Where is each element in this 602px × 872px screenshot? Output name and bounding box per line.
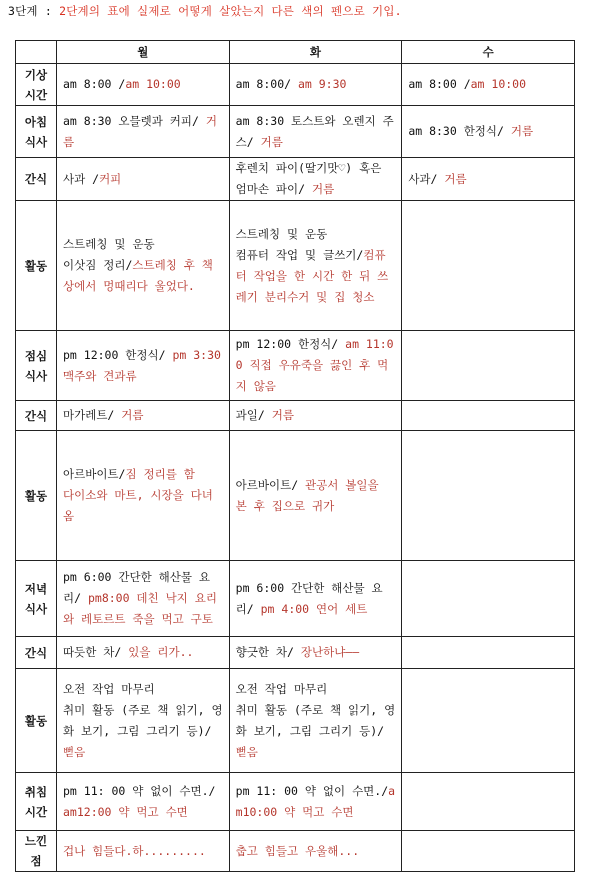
- actual-text: am10:00 약 먹고 수면: [235, 783, 396, 819]
- table-cell: [229, 158, 402, 201]
- row-label: 저녁 식사: [16, 561, 57, 637]
- plan-text: pm 6:00 간단한 해산물 요리/: [63, 570, 210, 605]
- plan-text: pm 11: 00 약 없이 수면./: [235, 783, 389, 798]
- row-label: 활동: [16, 431, 57, 561]
- plan-text: am 8:00 /: [408, 77, 471, 91]
- table-cell: [402, 831, 575, 872]
- plan-text: 따듯한 차/: [63, 645, 122, 659]
- table-cell: [57, 561, 230, 637]
- actual-text: 거름: [264, 408, 294, 422]
- header-tue: 화: [229, 41, 402, 64]
- actual-text: am 10:00: [470, 77, 527, 91]
- plan-text: 사과 /: [63, 171, 100, 186]
- actual-text: 거름: [305, 182, 335, 196]
- row-label: 간식: [16, 637, 57, 669]
- table-row: [16, 64, 575, 106]
- row-label: 간식: [16, 158, 57, 201]
- table-row: [16, 831, 575, 872]
- table-row: [16, 106, 575, 158]
- actual-text: 거름: [114, 408, 144, 422]
- actual-text: 스트레칭 후 책상에서 멍때리다 울었다.: [63, 258, 213, 293]
- plan-text: 아르바이트/: [63, 467, 126, 481]
- row-label: 아침 식사: [16, 106, 57, 158]
- table-cell: [229, 773, 402, 831]
- table-cell: [229, 331, 402, 401]
- row-label: 느낀 점: [16, 831, 57, 872]
- actual-text: 거름: [253, 134, 283, 149]
- schedule-table: [15, 40, 575, 872]
- row-label: 취침 시간: [16, 773, 57, 831]
- table-row: [16, 158, 575, 201]
- actual-text: 춥고 힘들고 우울해...: [235, 843, 360, 858]
- row-label: 간식: [16, 401, 57, 431]
- actual-text: 컴퓨터 작업을 한 시간 한 뒤 쓰레기 분리수거 및 집 청소: [235, 247, 389, 304]
- header-row: [16, 41, 575, 64]
- table-cell: [402, 158, 575, 201]
- plan-text: 과일/: [235, 408, 265, 422]
- plan-text: am 8:30 한정식/: [408, 124, 504, 138]
- plan-text: 사과/: [408, 171, 438, 186]
- row-label: 점심 식사: [16, 331, 57, 401]
- table-cell: [229, 106, 402, 158]
- header-mon: 월: [57, 41, 230, 64]
- actual-text: am12:00 약 먹고 수면: [63, 804, 188, 819]
- actual-text: 거름: [63, 113, 217, 149]
- actual-text: 장난하냐——: [293, 645, 360, 659]
- plan-text: 오전 작업 마무리 취미 활동 (주로 책 읽기, 영화 보기, 그림 그리기 등)/: [63, 681, 223, 738]
- plan-text: pm 11: 00 약 없이 수면./: [63, 783, 216, 798]
- table-cell: [57, 431, 230, 561]
- table-cell: [57, 401, 230, 431]
- plan-text: 마가레트/: [63, 408, 115, 422]
- table-cell: [229, 637, 402, 669]
- table-row: [16, 637, 575, 669]
- actual-text: am 9:30: [291, 77, 347, 91]
- actual-text: am 10:00: [125, 77, 181, 91]
- plan-text: pm 12:00 한정식/: [63, 347, 166, 362]
- schedule-body: [16, 64, 575, 872]
- table-cell: [57, 831, 230, 872]
- actual-text: 거름: [503, 124, 534, 138]
- table-cell: [402, 669, 575, 773]
- row-label: 활동: [16, 201, 57, 331]
- table-cell: [402, 773, 575, 831]
- actual-text: pm8:00 데친 낙지 요리와 레토르트 죽을 먹고 구토: [63, 591, 217, 626]
- table-cell: [402, 331, 575, 401]
- table-row: [16, 669, 575, 773]
- table-cell: [57, 669, 230, 773]
- plan-text: 스트레칭 및 운동 컴퓨터 작업 및 글쓰기/: [235, 226, 364, 262]
- table-cell: [402, 201, 575, 331]
- table-cell: [229, 64, 402, 106]
- table-cell: [229, 669, 402, 773]
- plan-text: am 8:00/: [235, 77, 292, 91]
- instruction-prefix: 3단계 :: [8, 4, 60, 18]
- table-row: [16, 201, 575, 331]
- actual-text: 겁나 힘들다.하.........: [63, 843, 206, 858]
- plan-text: am 8:00 /: [63, 77, 126, 91]
- table-cell: [402, 106, 575, 158]
- actual-text: 관공서 볼일을 본 후 집으로 귀가: [235, 477, 379, 513]
- table-cell: [229, 561, 402, 637]
- actual-text: 커피: [99, 171, 122, 186]
- row-label: 활동: [16, 669, 57, 773]
- plan-text: 아르바이트/: [235, 477, 299, 492]
- table-row: [16, 431, 575, 561]
- table-cell: [57, 773, 230, 831]
- plan-text: pm 12:00 한정식/: [235, 337, 339, 351]
- header-corner: [16, 41, 57, 64]
- actual-text: pm 3:30 맥주와 견과류: [63, 347, 221, 383]
- table-cell: [229, 201, 402, 331]
- table-row: [16, 401, 575, 431]
- plan-text: 후렌치 파이(딸기맛♡) 혹은 엄마손 파이/: [235, 161, 382, 196]
- row-label: 기상 시간: [16, 64, 57, 106]
- table-cell: [57, 106, 230, 158]
- plan-text: am 8:30 토스트와 오렌지 주스/: [235, 113, 394, 149]
- table-cell: [229, 431, 402, 561]
- table-cell: [229, 831, 402, 872]
- table-cell: [229, 401, 402, 431]
- header-wed: 수: [402, 41, 575, 64]
- table-row: [16, 331, 575, 401]
- table-row: [16, 561, 575, 637]
- table-cell: [402, 637, 575, 669]
- actual-text: 뻗음: [63, 744, 86, 759]
- actual-text: am 11:00 직접 우유죽을 끓인 후 먹지 않음: [235, 337, 394, 393]
- table-cell: [57, 637, 230, 669]
- plan-text: 스트레칭 및 운동 이삿짐 정리/: [63, 237, 155, 272]
- plan-text: am 8:30 오믈렛과 커피/: [63, 113, 199, 128]
- table-cell: [402, 64, 575, 106]
- actual-text: 뻗음: [235, 744, 258, 759]
- actual-text: 거름: [437, 171, 467, 186]
- instruction-line: [8, 3, 402, 19]
- table-cell: [57, 331, 230, 401]
- table-cell: [57, 201, 230, 331]
- actual-text: pm 4:00 연어 세트: [253, 601, 368, 616]
- plan-text: 향긋한 차/: [235, 645, 294, 659]
- actual-text: 있을 리가..: [121, 645, 194, 659]
- table-cell: [57, 64, 230, 106]
- actual-text: 짐 정리를 함 다이소와 마트, 시장을 다녀옴: [63, 467, 213, 523]
- table-cell: [402, 431, 575, 561]
- table-cell: [57, 158, 230, 201]
- plan-text: 오전 작업 마무리 취미 활동 (주로 책 읽기, 영화 보기, 그림 그리기 등)/: [235, 681, 396, 738]
- table-cell: [402, 401, 575, 431]
- table-cell: [402, 561, 575, 637]
- plan-text: pm 6:00 간단한 해산물 요리/: [235, 580, 383, 616]
- table-row: [16, 773, 575, 831]
- instruction-text: 2단계의 표에 실제로 어떻게 살았는지 다른 색의 펜으로 기입.: [59, 4, 402, 18]
